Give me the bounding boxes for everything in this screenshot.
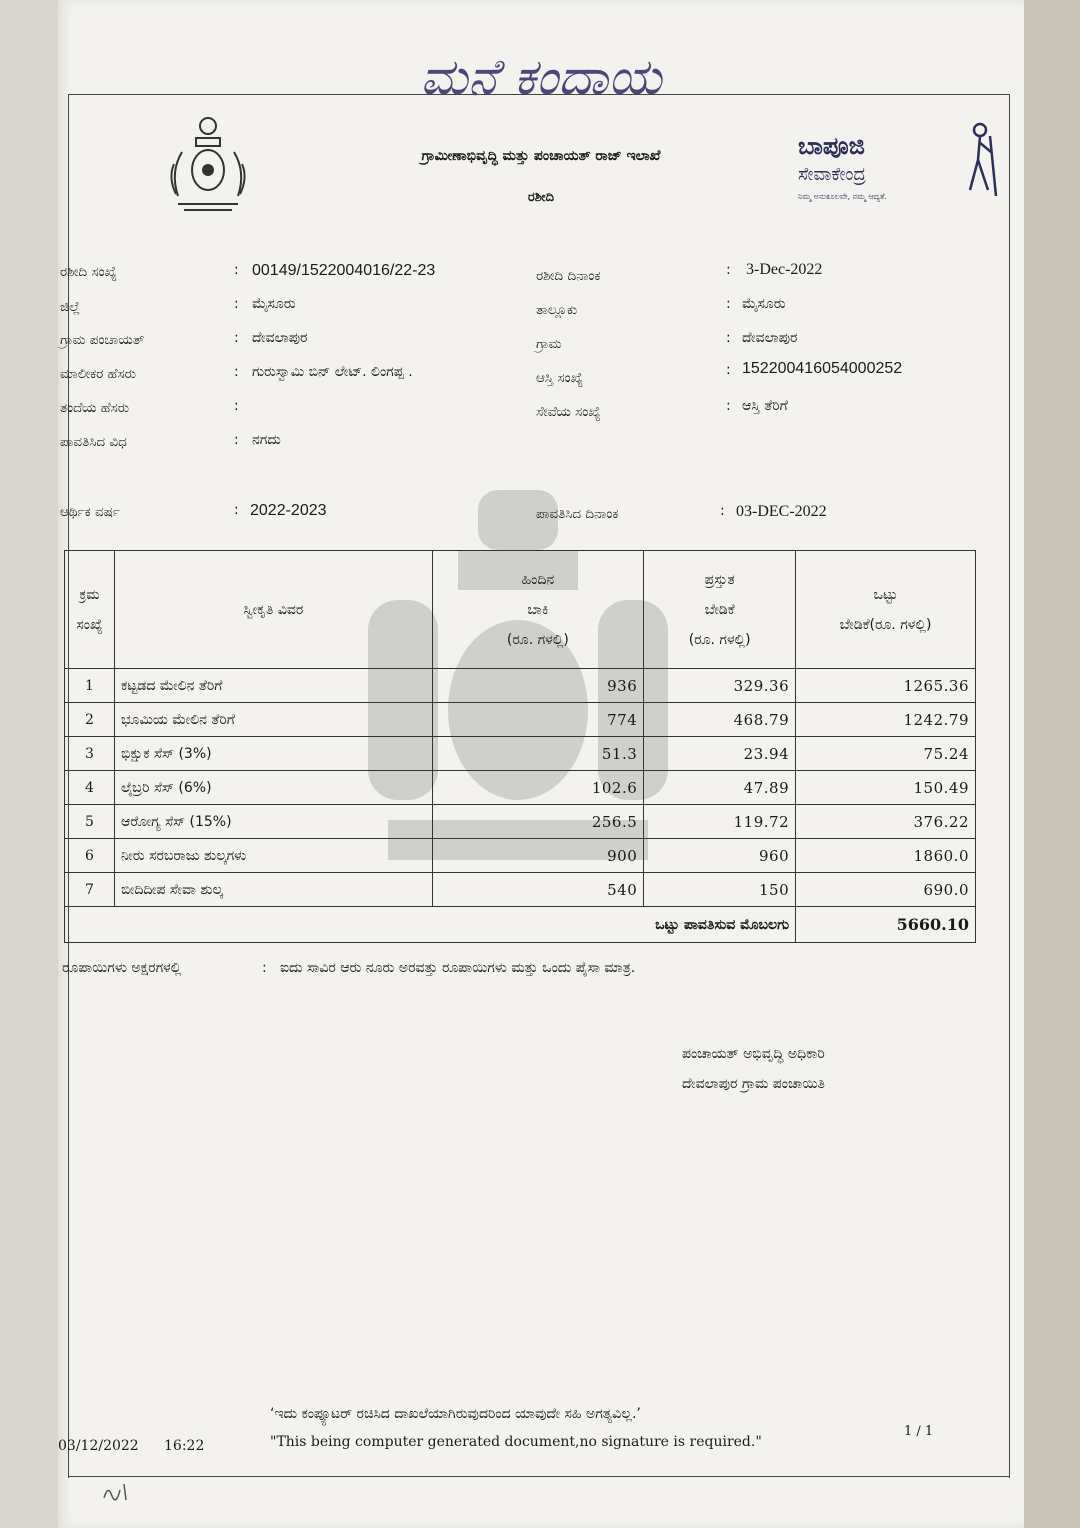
row-total: 690.0: [796, 873, 976, 907]
print-time: 16:22: [164, 1438, 205, 1454]
total-label: ಒಟ್ಟು ಪಾವತಿಸುವ ಮೊಬಲಗು: [65, 907, 796, 943]
district-value: ಮೈಸೂರು: [252, 296, 296, 312]
row-prev: 256.5: [432, 805, 644, 839]
table-total-row: [65, 907, 976, 943]
header-curr-line1: ಪ್ರಸ್ತುತ: [704, 571, 735, 588]
row-desc: ಆರೋಗ್ಯ ಸೆಸ್ (15%): [114, 805, 432, 839]
receipt-paper: [58, 0, 1024, 1528]
row-total: 150.49: [796, 771, 976, 805]
colon: :: [726, 262, 731, 278]
header-curr-line2: ಬೇಡಿಕೆ: [704, 601, 735, 618]
row-desc: ಕಟ್ಟಡದ ಮೇಲಿನ ತೆರಿಗೆ: [114, 669, 432, 703]
row-prev: 900: [432, 839, 644, 873]
logo-main-text: ಬಾಪೂಜಿ: [798, 132, 865, 160]
header-total-line1: ಒಟ್ಟು: [873, 586, 898, 603]
gp-label: ಗ್ರಾಮ ಪಂಚಾಯತ್: [60, 332, 145, 348]
row-curr: 47.89: [644, 771, 796, 805]
header-prev-line2: ಬಾಕಿ: [527, 601, 549, 618]
header-prev: [432, 551, 644, 669]
header-total: [796, 551, 976, 669]
header-prev-line1: ಹಿಂದಿನ: [521, 571, 555, 588]
row-sl: 4: [65, 771, 115, 805]
row-desc: ಭಿಕ್ಷುಕ ಸೆಸ್ (3%): [114, 737, 432, 771]
row-prev: 51.3: [432, 737, 644, 771]
colon: :: [234, 262, 239, 278]
service-no-label: ಸೇವೆಯ ಸಂಖ್ಯೆ: [536, 404, 601, 420]
logo-tagline: ನಿಮ್ಮ ಅನುಕೂಲವೇ, ನಮ್ಮ ಆದ್ಯತೆ.: [798, 192, 888, 201]
paid-date-value: 03-DEC-2022: [736, 503, 827, 520]
page-number: 1 / 1: [904, 1424, 934, 1439]
taluk-label: ತಾಲ್ಲೂಕು: [536, 302, 578, 318]
handwritten-heading: ಮನೆ ಕಂದಾಯ: [420, 48, 662, 106]
district-label: ಜಿಲ್ಲೆ: [60, 299, 80, 315]
print-date: 03/12/2022: [58, 1438, 139, 1454]
father-label: ತಂದೆಯ ಹೆಸರು: [60, 400, 130, 416]
row-desc: ಭೂಮಿಯ ಮೇಲಿನ ತೆರಿಗೆ: [114, 703, 432, 737]
taluk-value: ಮೈಸೂರು: [742, 296, 786, 312]
owner-label: ಮಾಲೀಕರ ಹೆಸರು: [60, 366, 137, 382]
handwritten-mark-icon: [98, 1476, 138, 1506]
row-curr: 960: [644, 839, 796, 873]
row-total: 75.24: [796, 737, 976, 771]
table-row: [65, 839, 976, 873]
colon: :: [726, 362, 731, 378]
amount-in-words: [62, 960, 636, 976]
header-sl-line2: ಸಂಖ್ಯೆ: [76, 616, 103, 633]
row-sl: 7: [65, 873, 115, 907]
row-prev: 774: [432, 703, 644, 737]
row-curr: 329.36: [644, 669, 796, 703]
background-edge-right: [1024, 0, 1080, 1528]
state-emblem-icon: [162, 112, 254, 222]
property-no-label: ಆಸ್ತಿ ಸಂಖ್ಯೆ: [536, 370, 583, 386]
row-curr: 119.72: [644, 805, 796, 839]
header-curr-line3: (ರೂ. ಗಳಲ್ಲಿ): [688, 631, 751, 648]
bapuji-logo: [798, 120, 1008, 210]
colon: :: [262, 960, 267, 976]
header-desc: ಸ್ವೀಕೃತಿ ವಿವರ: [114, 551, 432, 669]
table-header-row: [65, 551, 976, 669]
table-row: [65, 873, 976, 907]
receipt-title: ರಶೀದಿ: [527, 190, 555, 205]
table-row: [65, 703, 976, 737]
row-sl: 6: [65, 839, 115, 873]
logo-sub-text: ಸೇವಾಕೇಂದ್ರ: [798, 164, 866, 185]
row-curr: 150: [644, 873, 796, 907]
row-curr: 468.79: [644, 703, 796, 737]
total-value: 5660.10: [796, 907, 976, 943]
row-desc: ಲೈಬ್ರರಿ ಸೆಸ್ (6%): [114, 771, 432, 805]
table-row: [65, 669, 976, 703]
paid-date-label: ಪಾವತಿಸಿದ ದಿನಾಂಕ: [536, 506, 619, 522]
signatory-designation: ಪಂಚಾಯತ್ ಅಭಿವೃದ್ಧಿ ಅಧಿಕಾರಿ: [682, 1046, 825, 1062]
gp-value: ದೇವಲಾಪುರ: [252, 330, 308, 346]
owner-value: ಗುರುಸ್ವಾಮಿ ಬಿನ್ ಲೇಟ್. ಲಿಂಗಪ್ಪ .: [252, 364, 413, 380]
background-edge-left: [0, 0, 58, 1528]
village-label: ಗ್ರಾಮ: [536, 336, 562, 352]
row-total: 376.22: [796, 805, 976, 839]
bottom-border: [68, 1476, 1010, 1477]
department-title: ಗ್ರಾಮೀಣಾಭಿವೃದ್ಧಿ ಮತ್ತು ಪಂಚಾಯತ್ ರಾಜ್ ಇಲಾಖೆ: [421, 148, 661, 164]
row-prev: 936: [432, 669, 644, 703]
colon: :: [234, 330, 239, 346]
signatory-office: ದೇವಲಾಪುರ ಗ್ರಾಮ ಪಂಚಾಯಿತಿ: [682, 1076, 825, 1092]
row-sl: 5: [65, 805, 115, 839]
payment-mode-value: ನಗದು: [252, 432, 281, 448]
row-total: 1242.79: [796, 703, 976, 737]
header-sl-line1: ಕ್ರಮ: [79, 586, 100, 603]
payment-mode-label: ಪಾವತಿಸಿದ ವಿಧ: [60, 434, 127, 450]
header-prev-line3: (ರೂ. ಗಳಲ್ಲಿ): [506, 631, 569, 648]
village-value: ದೇವಲಾಪುರ: [742, 330, 798, 346]
colon: :: [720, 503, 725, 519]
receipt-date-value: 3-Dec-2022: [746, 261, 823, 278]
colon: :: [726, 330, 731, 346]
row-desc: ಬೀದಿದೀಪ ಸೇವಾ ಶುಲ್ಕ: [114, 873, 432, 907]
service-no-value: ಆಸ್ತಿ ತೆರಿಗೆ: [742, 398, 788, 414]
fin-year-label: ಆರ್ಥಿಕ ವರ್ಷ: [60, 504, 120, 520]
amount-in-words-text: ಐದು ಸಾವಿರ ಆರು ನೂರು ಅರವತ್ತು ರೂಪಾಯಿಗಳು ಮತ್ತು ಒಂದು ಪೈಸಾ ಮಾತ್ರ.: [280, 960, 636, 976]
row-total: 1860.0: [796, 839, 976, 873]
receipt-no-label: ರಶೀದಿ ಸಂಖ್ಯೆ: [60, 264, 117, 280]
colon: :: [234, 502, 239, 518]
header-sl: [65, 551, 115, 669]
receipt-date-label: ರಶೀದಿ ದಿನಾಂಕ: [536, 268, 601, 284]
row-total: 1265.36: [796, 669, 976, 703]
colon: :: [234, 296, 239, 312]
row-sl: 2: [65, 703, 115, 737]
row-curr: 23.94: [644, 737, 796, 771]
row-prev: 540: [432, 873, 644, 907]
header-curr: [644, 551, 796, 669]
fin-year-value: 2022-2023: [250, 502, 327, 519]
fees-table: [64, 550, 976, 943]
colon: :: [726, 296, 731, 312]
row-prev: 102.6: [432, 771, 644, 805]
walking-figure-icon: [960, 122, 1002, 196]
amount-in-words-label: ರೂಪಾಯಿಗಳು ಅಕ್ಷರಗಳಲ್ಲಿ: [62, 960, 182, 976]
colon: :: [234, 364, 239, 380]
table-row: [65, 771, 976, 805]
table-row: [65, 737, 976, 771]
receipt-no-value: 00149/1522004016/22-23: [252, 262, 436, 279]
colon: :: [234, 432, 239, 448]
header-total-line2: ಬೇಡಿಕೆ(ರೂ. ಗಳಲ್ಲಿ): [839, 616, 932, 633]
row-sl: 3: [65, 737, 115, 771]
row-desc: ನೀರು ಸರಬರಾಜು ಶುಲ್ಕಗಳು: [114, 839, 432, 873]
colon: :: [234, 398, 239, 414]
footer-note-english: "This being computer generated document,no signature is required.": [270, 1434, 762, 1450]
footer-note-kannada: ‘ಇದು ಕಂಪ್ಯೂಟರ್ ರಚಿಸಿದ ದಾಖಲೆಯಾಗಿರುವುದರಿಂದ ಯಾವುದೇ ಸಹಿ ಅಗತ್ಯವಿಲ್ಲ.’: [270, 1406, 641, 1422]
row-sl: 1: [65, 669, 115, 703]
table-row: [65, 805, 976, 839]
colon: :: [726, 398, 731, 414]
property-no-value: 152200416054000252: [742, 360, 903, 377]
